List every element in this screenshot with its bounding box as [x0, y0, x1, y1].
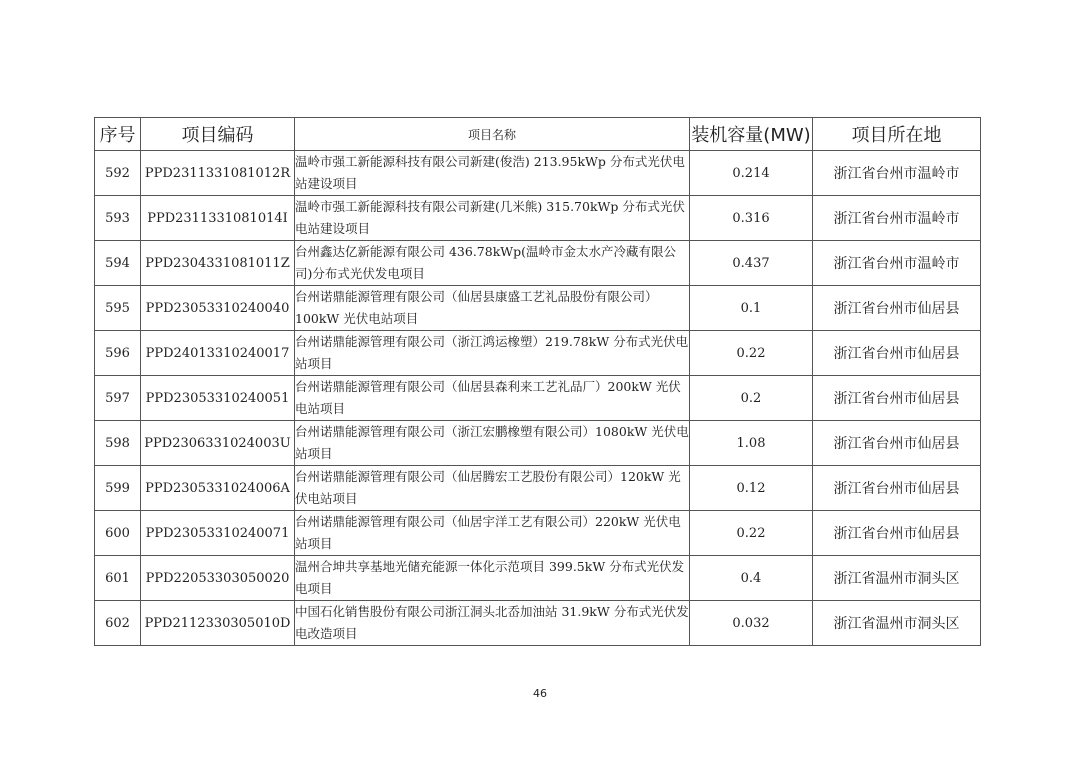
header-capacity: 装机容量(MW): [690, 118, 813, 151]
cell-location: 浙江省台州市温岭市: [813, 196, 981, 241]
table-row: [95, 556, 981, 601]
table-row: [95, 376, 981, 421]
cell-name: 温岭市强工新能源科技有限公司新建(几米熊) 315.70kWp 分布式光伏电站建设项目: [295, 196, 690, 241]
table-row: [95, 196, 981, 241]
cell-code: PPD2112330305010D: [141, 601, 295, 646]
cell-name: 台州诺鼎能源管理有限公司（仙居县森利来工艺礼品厂）200kW 光伏电站项目: [295, 376, 690, 421]
cell-capacity: 0.22: [690, 331, 813, 376]
cell-seq: 594: [95, 241, 141, 286]
table-row: [95, 466, 981, 511]
header-location: 项目所在地: [813, 118, 981, 151]
cell-seq: 598: [95, 421, 141, 466]
cell-name: 台州诺鼎能源管理有限公司（仙居县康盛工艺礼品股份有限公司）100kW 光伏电站项目: [295, 286, 690, 331]
table-row: [95, 421, 981, 466]
cell-seq: 595: [95, 286, 141, 331]
cell-capacity: 0.22: [690, 511, 813, 556]
table-row: [95, 286, 981, 331]
table-row: [95, 331, 981, 376]
cell-code: PPD23053310240051: [141, 376, 295, 421]
cell-location: 浙江省台州市仙居县: [813, 286, 981, 331]
cell-location: 浙江省温州市洞头区: [813, 601, 981, 646]
cell-seq: 601: [95, 556, 141, 601]
cell-location: 浙江省台州市仙居县: [813, 421, 981, 466]
cell-capacity: 0.214: [690, 151, 813, 196]
cell-seq: 600: [95, 511, 141, 556]
cell-location: 浙江省台州市温岭市: [813, 241, 981, 286]
header-code: 项目编码: [141, 118, 295, 151]
header-seq: 序号: [95, 118, 141, 151]
cell-code: PPD24013310240017: [141, 331, 295, 376]
cell-location: 浙江省台州市仙居县: [813, 376, 981, 421]
cell-code: PPD22053303050020: [141, 556, 295, 601]
cell-location: 浙江省台州市仙居县: [813, 331, 981, 376]
table-row: [95, 601, 981, 646]
cell-code: PPD2311331081012R: [141, 151, 295, 196]
table-row: [95, 511, 981, 556]
cell-capacity: 0.316: [690, 196, 813, 241]
cell-seq: 599: [95, 466, 141, 511]
cell-name: 台州诺鼎能源管理有限公司（仙居腾宏工艺股份有限公司）120kW 光伏电站项目: [295, 466, 690, 511]
header-row: [95, 118, 981, 151]
cell-code: PPD2304331081011Z: [141, 241, 295, 286]
cell-capacity: 1.08: [690, 421, 813, 466]
cell-location: 浙江省台州市仙居县: [813, 511, 981, 556]
cell-capacity: 0.4: [690, 556, 813, 601]
cell-location: 浙江省台州市仙居县: [813, 466, 981, 511]
cell-code: PPD23053310240040: [141, 286, 295, 331]
cell-code: PPD2306331024003U: [141, 421, 295, 466]
cell-seq: 593: [95, 196, 141, 241]
cell-name: 台州诺鼎能源管理有限公司（浙江鸿运橡塑）219.78kW 分布式光伏电站项目: [295, 331, 690, 376]
cell-name: 中国石化销售股份有限公司浙江洞头北岙加油站 31.9kW 分布式光伏发电改造项目: [295, 601, 690, 646]
cell-name: 台州诺鼎能源管理有限公司（浙江宏鹏橡塑有限公司）1080kW 光伏电站项目: [295, 421, 690, 466]
cell-capacity: 0.2: [690, 376, 813, 421]
cell-seq: 597: [95, 376, 141, 421]
cell-name: 温州合坤共享基地光储充能源一体化示范项目 399.5kW 分布式光伏发电项目: [295, 556, 690, 601]
cell-capacity: 0.032: [690, 601, 813, 646]
table-row: [95, 151, 981, 196]
table-row: [95, 241, 981, 286]
cell-location: 浙江省温州市洞头区: [813, 556, 981, 601]
cell-seq: 592: [95, 151, 141, 196]
cell-name: 台州诺鼎能源管理有限公司（仙居宇洋工艺有限公司）220kW 光伏电站项目: [295, 511, 690, 556]
cell-code: PPD23053310240071: [141, 511, 295, 556]
cell-name: 台州鑫达亿新能源有限公司 436.78kWp(温岭市金太水产冷藏有限公司)分布式光伏发电项目: [295, 241, 690, 286]
cell-name: 温岭市强工新能源科技有限公司新建(俊浩) 213.95kWp 分布式光伏电站建设项目: [295, 151, 690, 196]
page-number: 46: [533, 687, 547, 700]
cell-capacity: 0.437: [690, 241, 813, 286]
project-table: [94, 117, 981, 646]
cell-code: PPD2305331024006A: [141, 466, 295, 511]
header-name: 项目名称: [295, 118, 690, 151]
cell-capacity: 0.12: [690, 466, 813, 511]
cell-seq: 596: [95, 331, 141, 376]
cell-capacity: 0.1: [690, 286, 813, 331]
cell-seq: 602: [95, 601, 141, 646]
cell-location: 浙江省台州市温岭市: [813, 151, 981, 196]
cell-code: PPD2311331081014I: [141, 196, 295, 241]
